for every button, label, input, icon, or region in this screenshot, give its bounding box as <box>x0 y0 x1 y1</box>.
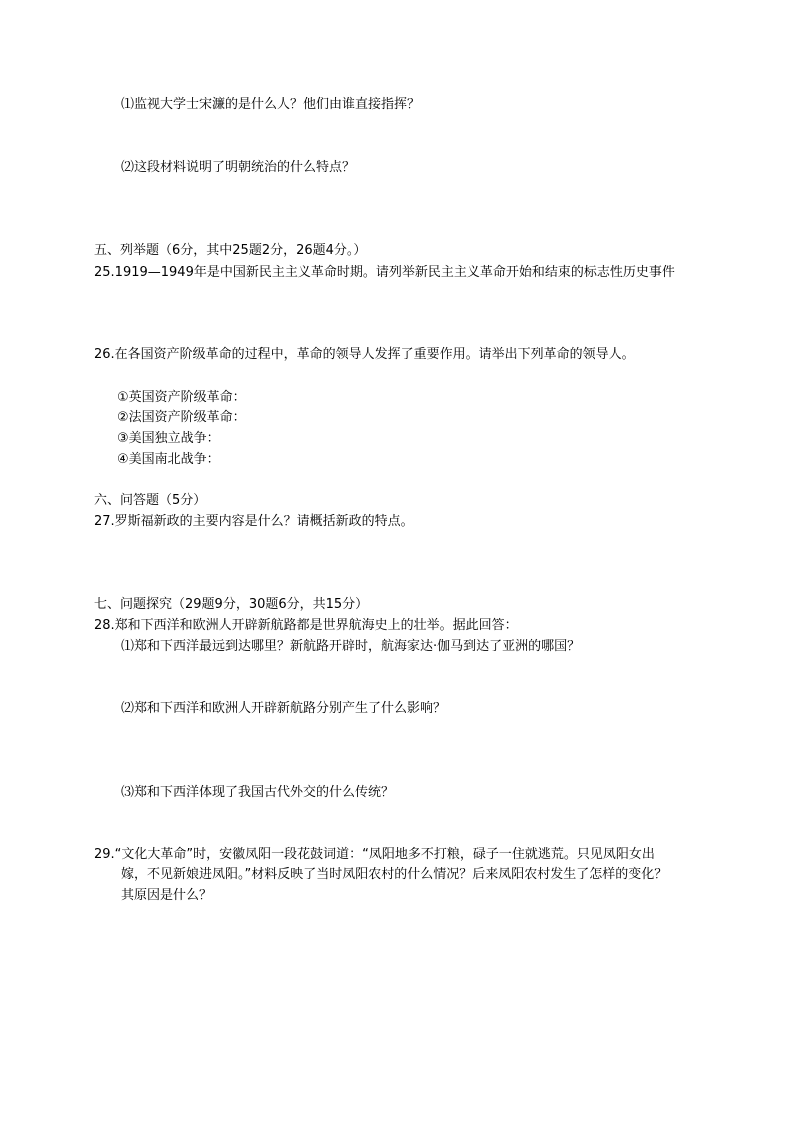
question-28-sub2: ⑵郑和下西洋和欧洲人开辟新航路分别产生了什么影响？ <box>121 701 447 716</box>
question-26-item-3: ③美国独立战争： <box>117 431 220 446</box>
prev-question-sub1: ⑴监视大学士宋濂的是什么人？他们由谁直接指挥？ <box>121 97 421 112</box>
question-29-line-3: 其原因是什么？ <box>121 888 213 903</box>
question-28: 28.郑和下西洋和欧洲人开辟新航路都是世界航海史上的壮举。据此回答： <box>94 618 518 633</box>
question-26-item-2: ②法国资产阶级革命： <box>117 410 246 425</box>
question-26-item-4: ④美国南北战争： <box>117 452 220 467</box>
question-28-sub3: ⑶郑和下西洋体现了我国古代外交的什么传统？ <box>121 785 395 800</box>
section-7-heading: 七、问题探究（29题9分，30题6分，共15分） <box>94 597 369 612</box>
question-29-line-1: 29.“文化大革命”时，安徽凤阳一段花鼓词道：“凤阳地多不打粮，碌子一住就逃荒。只见凤阳女出 <box>94 847 655 862</box>
section-5-heading: 五、列举题（6分，其中25题2分，26题4分。） <box>94 243 367 258</box>
question-29-line-2: 嫁，不见新娘进凤阳。”材料反映了当时凤阳农村的什么情况？后来凤阳农村发生了怎样的变化？ <box>121 867 668 882</box>
question-25: 25.1919—1949年是中国新民主主义革命时期。请列举新民主主义革命开始和结束的标志性历史事件 <box>94 265 675 280</box>
question-26: 26.在各国资产阶级革命的过程中，革命的领导人发挥了重要作用。请举出下列革命的领导人。 <box>94 347 635 362</box>
question-27: 27.罗斯福新政的主要内容是什么？请概括新政的特点。 <box>94 514 414 529</box>
section-6-heading: 六、问答题（5分） <box>94 493 207 508</box>
prev-question-sub2: ⑵这段材料说明了明朝统治的什么特点？ <box>121 160 356 175</box>
question-28-sub1: ⑴郑和下西洋最远到达哪里？新航路开辟时，航海家达·伽马到达了亚洲的哪国？ <box>121 639 581 654</box>
question-26-item-1: ①英国资产阶级革命： <box>117 390 246 405</box>
